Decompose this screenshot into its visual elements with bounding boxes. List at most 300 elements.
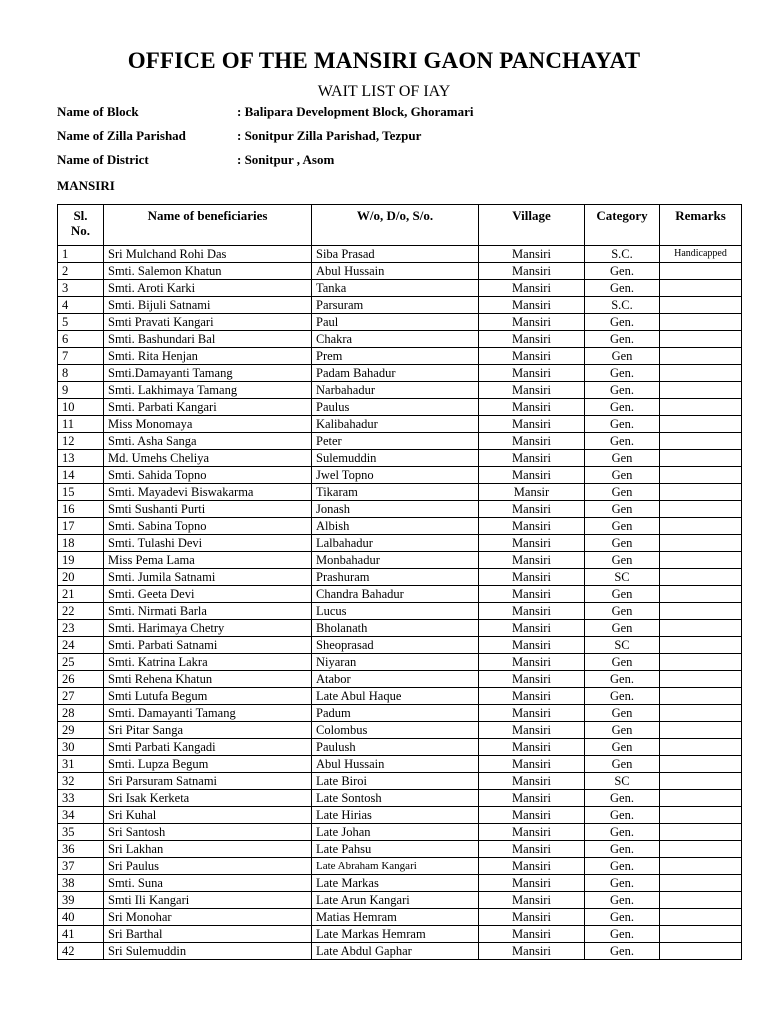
cell-village: Mansiri <box>479 450 585 467</box>
cell-name: Md. Umehs Cheliya <box>104 450 312 467</box>
cell-sl: 31 <box>58 756 104 773</box>
cell-category: Gen. <box>585 926 660 943</box>
cell-sl: 3 <box>58 280 104 297</box>
cell-name: Smti. Damayanti Tamang <box>104 705 312 722</box>
cell-sl: 7 <box>58 348 104 365</box>
cell-name: Sri Paulus <box>104 858 312 875</box>
cell-sl: 4 <box>58 297 104 314</box>
cell-village: Mansiri <box>479 552 585 569</box>
cell-sl: 28 <box>58 705 104 722</box>
cell-category: Gen. <box>585 314 660 331</box>
cell-village: Mansiri <box>479 824 585 841</box>
page-title: OFFICE OF THE MANSIRI GAON PANCHAYAT <box>127 48 641 73</box>
cell-village: Mansiri <box>479 841 585 858</box>
cell-category: SC <box>585 569 660 586</box>
cell-remarks <box>660 688 742 705</box>
cell-remarks <box>660 297 742 314</box>
cell-name: Sri Sulemuddin <box>104 943 312 960</box>
cell-category: Gen. <box>585 892 660 909</box>
cell-name: Sri Santosh <box>104 824 312 841</box>
cell-sl: 12 <box>58 433 104 450</box>
cell-relation: Chakra <box>312 331 479 348</box>
table-row <box>58 382 742 399</box>
cell-sl: 30 <box>58 739 104 756</box>
cell-remarks <box>660 824 742 841</box>
cell-relation: Late Sontosh <box>312 790 479 807</box>
cell-name: Smti Lutufa Begum <box>104 688 312 705</box>
cell-name: Sri Monohar <box>104 909 312 926</box>
cell-village: Mansiri <box>479 875 585 892</box>
cell-name: Smti. Mayadevi Biswakarma <box>104 484 312 501</box>
cell-category: Gen <box>585 450 660 467</box>
cell-remarks <box>660 399 742 416</box>
cell-remarks <box>660 450 742 467</box>
page-subtitle: WAIT LIST OF IAY <box>317 83 451 100</box>
table-row <box>58 348 742 365</box>
cell-category: Gen <box>585 722 660 739</box>
table-row <box>58 246 742 263</box>
cell-village: Mansiri <box>479 943 585 960</box>
cell-sl: 1 <box>58 246 104 263</box>
cell-name: Smti. Suna <box>104 875 312 892</box>
cell-relation: Jonash <box>312 501 479 518</box>
cell-relation: Parsuram <box>312 297 479 314</box>
table-row <box>58 739 742 756</box>
cell-relation: Late Pahsu <box>312 841 479 858</box>
cell-sl: 27 <box>58 688 104 705</box>
cell-sl: 20 <box>58 569 104 586</box>
table-row <box>58 569 742 586</box>
cell-relation: Narbahadur <box>312 382 479 399</box>
cell-remarks <box>660 433 742 450</box>
table-header-row <box>58 205 742 246</box>
cell-sl: 14 <box>58 467 104 484</box>
cell-relation: Sulemuddin <box>312 450 479 467</box>
cell-remarks <box>660 739 742 756</box>
cell-village: Mansiri <box>479 416 585 433</box>
table-row <box>58 926 742 943</box>
cell-relation: Paulus <box>312 399 479 416</box>
info-label: Name of Block <box>57 104 139 119</box>
cell-village: Mansiri <box>479 365 585 382</box>
cell-name: Sri Mulchand Rohi Das <box>104 246 312 263</box>
cell-name: Smti Rehena Khatun <box>104 671 312 688</box>
cell-sl: 23 <box>58 620 104 637</box>
section-label: MANSIRI <box>57 178 115 193</box>
table-row <box>58 858 742 875</box>
table-row <box>58 450 742 467</box>
cell-village: Mansiri <box>479 314 585 331</box>
cell-village: Mansiri <box>479 603 585 620</box>
cell-sl: 10 <box>58 399 104 416</box>
info-label: Name of District <box>57 152 149 167</box>
cell-remarks <box>660 858 742 875</box>
cell-relation: Late Johan <box>312 824 479 841</box>
cell-name: Smti. Aroti Karki <box>104 280 312 297</box>
cell-relation: Albish <box>312 518 479 535</box>
cell-category: Gen <box>585 518 660 535</box>
cell-village: Mansiri <box>479 671 585 688</box>
cell-sl: 42 <box>58 943 104 960</box>
cell-village: Mansiri <box>479 280 585 297</box>
cell-relation: Paulush <box>312 739 479 756</box>
cell-name: Smti. Geeta Devi <box>104 586 312 603</box>
cell-remarks <box>660 467 742 484</box>
cell-name: Smti Parbati Kangadi <box>104 739 312 756</box>
cell-category: Gen <box>585 348 660 365</box>
cell-category: SC <box>585 637 660 654</box>
table-row <box>58 467 742 484</box>
cell-name: Smti Sushanti Purti <box>104 501 312 518</box>
cell-name: Smti. Parbati Satnami <box>104 637 312 654</box>
cell-category: Gen. <box>585 399 660 416</box>
cell-relation: Kalibahadur <box>312 416 479 433</box>
cell-village: Mansiri <box>479 637 585 654</box>
cell-village: Mansiri <box>479 807 585 824</box>
cell-category: Gen <box>585 552 660 569</box>
cell-relation: Jwel Topno <box>312 467 479 484</box>
cell-category: Gen <box>585 756 660 773</box>
cell-village: Mansiri <box>479 535 585 552</box>
cell-village: Mansiri <box>479 433 585 450</box>
cell-sl: 38 <box>58 875 104 892</box>
cell-relation: Colombus <box>312 722 479 739</box>
cell-category: Gen. <box>585 943 660 960</box>
cell-village: Mansiri <box>479 892 585 909</box>
table-row <box>58 331 742 348</box>
cell-remarks <box>660 416 742 433</box>
cell-remarks <box>660 263 742 280</box>
cell-category: Gen <box>585 654 660 671</box>
cell-category: Gen <box>585 603 660 620</box>
cell-category: Gen. <box>585 416 660 433</box>
cell-sl: 34 <box>58 807 104 824</box>
cell-remarks <box>660 943 742 960</box>
cell-village: Mansiri <box>479 263 585 280</box>
table-row <box>58 280 742 297</box>
cell-sl: 15 <box>58 484 104 501</box>
cell-village: Mansiri <box>479 297 585 314</box>
info-label: Name of Zilla Parishad <box>57 128 186 143</box>
cell-sl: 39 <box>58 892 104 909</box>
table-row <box>58 399 742 416</box>
cell-sl: 37 <box>58 858 104 875</box>
cell-sl: 26 <box>58 671 104 688</box>
cell-name: Sri Barthal <box>104 926 312 943</box>
cell-sl: 24 <box>58 637 104 654</box>
cell-relation: Sheoprasad <box>312 637 479 654</box>
table-row <box>58 705 742 722</box>
cell-remarks <box>660 484 742 501</box>
cell-category: Gen. <box>585 875 660 892</box>
cell-remarks <box>660 501 742 518</box>
cell-sl: 35 <box>58 824 104 841</box>
cell-category: Gen. <box>585 807 660 824</box>
cell-relation: Late Abdul Gaphar <box>312 943 479 960</box>
cell-name: Smti. Harimaya Chetry <box>104 620 312 637</box>
cell-name: Smti Ili Kangari <box>104 892 312 909</box>
table-row <box>58 909 742 926</box>
cell-relation: Late Biroi <box>312 773 479 790</box>
cell-village: Mansiri <box>479 348 585 365</box>
cell-village: Mansiri <box>479 739 585 756</box>
cell-remarks <box>660 603 742 620</box>
table-row <box>58 637 742 654</box>
cell-name: Smti. Rita Henjan <box>104 348 312 365</box>
cell-relation: Late Arun Kangari <box>312 892 479 909</box>
cell-category: Gen. <box>585 688 660 705</box>
table-row <box>58 875 742 892</box>
table-row <box>58 892 742 909</box>
cell-remarks <box>660 841 742 858</box>
cell-remarks <box>660 348 742 365</box>
cell-category: Gen. <box>585 909 660 926</box>
cell-remarks <box>660 535 742 552</box>
cell-category: Gen. <box>585 365 660 382</box>
cell-village: Mansiri <box>479 926 585 943</box>
cell-relation: Late Hirias <box>312 807 479 824</box>
cell-village: Mansiri <box>479 399 585 416</box>
cell-name: Sri Parsuram Satnami <box>104 773 312 790</box>
cell-category: Gen <box>585 739 660 756</box>
cell-relation: Prem <box>312 348 479 365</box>
cell-village: Mansiri <box>479 688 585 705</box>
cell-remarks <box>660 280 742 297</box>
cell-remarks <box>660 637 742 654</box>
cell-village: Mansiri <box>479 722 585 739</box>
cell-name: Sri Kuhal <box>104 807 312 824</box>
cell-sl: 41 <box>58 926 104 943</box>
table-row <box>58 501 742 518</box>
cell-village: Mansiri <box>479 467 585 484</box>
cell-remarks <box>660 569 742 586</box>
cell-village: Mansir <box>479 484 585 501</box>
cell-name: Smti. Salemon Khatun <box>104 263 312 280</box>
table-row <box>58 416 742 433</box>
cell-relation: Padam Bahadur <box>312 365 479 382</box>
cell-relation: Abul Hussain <box>312 263 479 280</box>
cell-remarks <box>660 586 742 603</box>
cell-sl: 6 <box>58 331 104 348</box>
cell-village: Mansiri <box>479 620 585 637</box>
cell-category: Gen. <box>585 671 660 688</box>
table-row <box>58 807 742 824</box>
cell-relation: Prashuram <box>312 569 479 586</box>
cell-name: Smti. Jumila Satnami <box>104 569 312 586</box>
table-row <box>58 433 742 450</box>
cell-name: Smti. Katrina Lakra <box>104 654 312 671</box>
table-body <box>58 246 742 960</box>
cell-category: Gen. <box>585 790 660 807</box>
col-header-category: Category <box>585 205 660 246</box>
cell-remarks <box>660 756 742 773</box>
cell-sl: 22 <box>58 603 104 620</box>
cell-name: Sri Lakhan <box>104 841 312 858</box>
cell-category: Gen <box>585 620 660 637</box>
cell-category: Gen <box>585 467 660 484</box>
col-header-name: Name of beneficiaries <box>104 205 312 246</box>
cell-sl: 9 <box>58 382 104 399</box>
col-header-sl <box>58 205 104 246</box>
cell-name: Smti. Bijuli Satnami <box>104 297 312 314</box>
cell-village: Mansiri <box>479 654 585 671</box>
cell-sl: 18 <box>58 535 104 552</box>
table-row <box>58 671 742 688</box>
cell-relation: Tikaram <box>312 484 479 501</box>
col-header-village: Village <box>479 205 585 246</box>
cell-village: Mansiri <box>479 909 585 926</box>
table-row <box>58 790 742 807</box>
cell-relation: Chandra Bahadur <box>312 586 479 603</box>
cell-name: Smti. Lupza Begum <box>104 756 312 773</box>
cell-sl: 16 <box>58 501 104 518</box>
cell-remarks <box>660 518 742 535</box>
table-row <box>58 688 742 705</box>
cell-remarks <box>660 654 742 671</box>
cell-remarks <box>660 773 742 790</box>
cell-relation: Late Abraham Kangari <box>312 858 479 875</box>
cell-village: Mansiri <box>479 790 585 807</box>
table-row <box>58 586 742 603</box>
cell-village: Mansiri <box>479 569 585 586</box>
cell-village: Mansiri <box>479 586 585 603</box>
cell-village: Mansiri <box>479 382 585 399</box>
cell-category: Gen <box>585 535 660 552</box>
cell-relation: Abul Hussain <box>312 756 479 773</box>
cell-village: Mansiri <box>479 773 585 790</box>
cell-relation: Late Abul Haque <box>312 688 479 705</box>
cell-remarks <box>660 892 742 909</box>
table-row <box>58 824 742 841</box>
cell-sl: 5 <box>58 314 104 331</box>
cell-sl: 2 <box>58 263 104 280</box>
cell-relation: Lucus <box>312 603 479 620</box>
cell-name: Smti. Tulashi Devi <box>104 535 312 552</box>
cell-relation: Paul <box>312 314 479 331</box>
cell-village: Mansiri <box>479 756 585 773</box>
cell-category: Gen. <box>585 841 660 858</box>
cell-remarks <box>660 926 742 943</box>
cell-category: SC <box>585 773 660 790</box>
cell-village: Mansiri <box>479 518 585 535</box>
table-row <box>58 620 742 637</box>
cell-remarks <box>660 671 742 688</box>
cell-remarks <box>660 909 742 926</box>
cell-remarks <box>660 365 742 382</box>
wait-list-table <box>57 204 742 960</box>
cell-name: Smti. Sabina Topno <box>104 518 312 535</box>
cell-name: Smti. Asha Sanga <box>104 433 312 450</box>
cell-village: Mansiri <box>479 331 585 348</box>
cell-remarks <box>660 807 742 824</box>
cell-category: Gen. <box>585 280 660 297</box>
table-row <box>58 552 742 569</box>
cell-relation: Tanka <box>312 280 479 297</box>
cell-category: S.C. <box>585 246 660 263</box>
col-header-sl-line2: No. <box>70 223 91 238</box>
info-value: : Sonitpur Zilla Parishad, Tezpur <box>237 128 422 143</box>
cell-name: Sri Pitar Sanga <box>104 722 312 739</box>
info-value: : Sonitpur , Asom <box>237 152 335 167</box>
cell-name: Smti. Lakhimaya Tamang <box>104 382 312 399</box>
cell-remarks <box>660 314 742 331</box>
table-row <box>58 841 742 858</box>
cell-sl: 29 <box>58 722 104 739</box>
cell-remarks <box>660 875 742 892</box>
cell-name: Sri Isak Kerketa <box>104 790 312 807</box>
cell-remarks <box>660 552 742 569</box>
table-row <box>58 314 742 331</box>
cell-category: Gen. <box>585 331 660 348</box>
cell-village: Mansiri <box>479 705 585 722</box>
table-row <box>58 943 742 960</box>
cell-relation: Late Markas <box>312 875 479 892</box>
cell-relation: Padum <box>312 705 479 722</box>
cell-category: Gen. <box>585 382 660 399</box>
cell-sl: 40 <box>58 909 104 926</box>
cell-name: Smti. Bashundari Bal <box>104 331 312 348</box>
cell-relation: Atabor <box>312 671 479 688</box>
table-row <box>58 365 742 382</box>
table-row <box>58 603 742 620</box>
cell-category: Gen <box>585 586 660 603</box>
table-row <box>58 722 742 739</box>
cell-sl: 8 <box>58 365 104 382</box>
cell-sl: 17 <box>58 518 104 535</box>
table-row <box>58 484 742 501</box>
cell-name: Miss Pema Lama <box>104 552 312 569</box>
cell-sl: 36 <box>58 841 104 858</box>
table-row <box>58 263 742 280</box>
cell-relation: Matias Hemram <box>312 909 479 926</box>
cell-sl: 32 <box>58 773 104 790</box>
col-header-relation: W/o, D/o, S/o. <box>312 205 479 246</box>
cell-category: Gen. <box>585 824 660 841</box>
cell-relation: Monbahadur <box>312 552 479 569</box>
cell-sl: 19 <box>58 552 104 569</box>
col-header-remarks: Remarks <box>660 205 742 246</box>
cell-category: Gen <box>585 705 660 722</box>
cell-village: Mansiri <box>479 246 585 263</box>
cell-village: Mansiri <box>479 858 585 875</box>
cell-category: Gen. <box>585 263 660 280</box>
cell-name: Smti.Damayanti Tamang <box>104 365 312 382</box>
cell-category: S.C. <box>585 297 660 314</box>
cell-remarks <box>660 790 742 807</box>
cell-category: Gen <box>585 484 660 501</box>
cell-remarks <box>660 705 742 722</box>
cell-sl: 33 <box>58 790 104 807</box>
cell-category: Gen. <box>585 858 660 875</box>
cell-sl: 25 <box>58 654 104 671</box>
table-row <box>58 756 742 773</box>
cell-sl: 21 <box>58 586 104 603</box>
cell-village: Mansiri <box>479 501 585 518</box>
cell-category: Gen. <box>585 433 660 450</box>
cell-relation: Siba Prasad <box>312 246 479 263</box>
cell-remarks: Handicapped <box>660 246 742 263</box>
cell-name: Smti Pravati Kangari <box>104 314 312 331</box>
cell-sl: 11 <box>58 416 104 433</box>
cell-remarks <box>660 620 742 637</box>
table-row <box>58 535 742 552</box>
cell-relation: Late Markas Hemram <box>312 926 479 943</box>
cell-relation: Lalbahadur <box>312 535 479 552</box>
cell-remarks <box>660 331 742 348</box>
cell-name: Smti. Sahida Topno <box>104 467 312 484</box>
cell-name: Smti. Parbati Kangari <box>104 399 312 416</box>
table-row <box>58 654 742 671</box>
